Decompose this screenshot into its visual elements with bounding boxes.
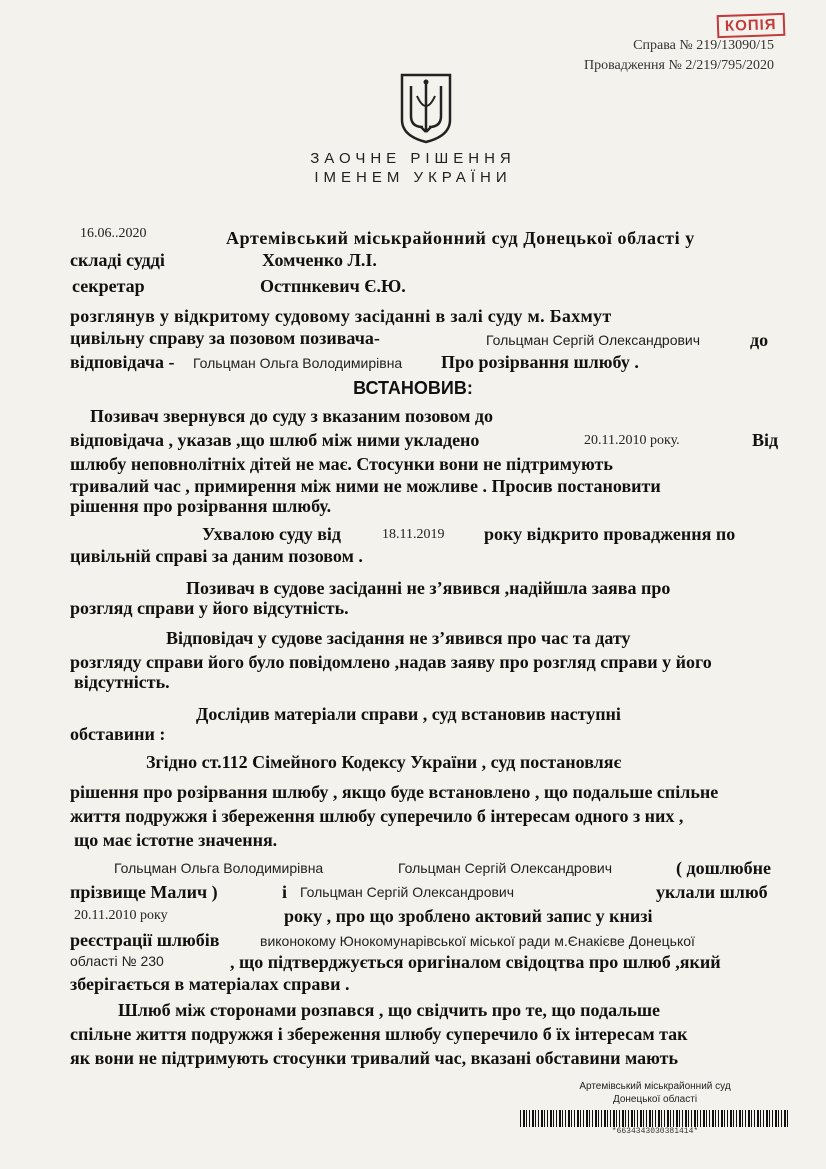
p1-line1: Позивач звернувся до суду з вказаним позовом до [90, 406, 494, 426]
coat-of-arms-icon [399, 72, 453, 149]
p5-line1: Дослідив матеріали справи , суд встановив наступні [196, 704, 621, 724]
p7-line5: , що підтверджується оригіналом свідоцтва про шлюб ,який [230, 952, 721, 972]
registry-number: області № 230 [70, 953, 164, 969]
intro-line-4: цивільну справу за позовом позивача- [70, 328, 380, 348]
intro-to: до [750, 330, 769, 350]
plaintiff-name: Гольцман Сергій Олександрович [486, 332, 701, 348]
opening-date: 18.11.2019 [382, 527, 445, 542]
p2-line1: Ухвалою суду від [202, 524, 342, 544]
p7-line4: реєстрації шлюбів [70, 930, 220, 950]
p8-line3: як вони не підтримують стосунки тривалий час, вказані обставини мають [70, 1048, 678, 1068]
barcode-icon [520, 1110, 790, 1127]
plaintiff-name-3: Гольцман Сергій Олександрович [300, 884, 515, 900]
p3-line2: розгляд справи у його відсутність. [70, 598, 349, 618]
p7-line2-end: уклали шлюб [656, 882, 768, 902]
defendant-name: Гольцман Ольга Володимирівна [193, 355, 403, 371]
p1-line4: тривалий час , примирення між ними не можливе . Просив постановити [70, 476, 661, 496]
proceeding-number: Провадження № 2/219/795/2020 [583, 58, 774, 73]
p4-line3: відсутність. [74, 672, 170, 692]
p2-line2: цивільній справі за даним позовом . [70, 546, 363, 566]
defendant-name-2: Гольцман Ольга Володимирівна [114, 860, 324, 876]
copy-stamp: КОПІЯ [717, 13, 785, 38]
p6-line3: життя подружжя і збереження шлюбу суперечило б інтересам одного з них , [70, 806, 684, 826]
p7-line3: року , про що зроблено актовий запис у книзі [284, 906, 653, 926]
registry-office: виконокому Юнокомунарівської міської ради м.Єнакієве Донецької [260, 933, 695, 949]
p4-line2: розгляду справи його було повідомлено ,надав заяву про розгляд справи у його [70, 652, 712, 672]
decision-date: 16.06..2020 [80, 226, 147, 241]
secretary-label: секретар [72, 276, 145, 296]
stamp-court-name: Артемівський міськрайонний суд [579, 1081, 731, 1092]
p1-line2: відповідача , указав ,що шлюб між ними укладено [70, 430, 480, 450]
p6-line2: рішення про розірвання шлюбу , якщо буде встановлено , що подальше спільне [70, 782, 719, 802]
composition-label: складі судді [70, 250, 165, 270]
plaintiff-name-2: Гольцман Сергій Олександрович [398, 860, 613, 876]
p8-line1: Шлюб між сторонами розпався , що свідчить про те, що подальше [118, 1000, 661, 1020]
p7-line6: зберігається в матеріалах справи . [70, 974, 350, 994]
maiden-name: прізвище Малич ) [70, 882, 218, 902]
intro-line-3: розглянув у відкритому судовому засіданні в залі суду м. Бахмут [70, 306, 612, 326]
p8-line2: спільне життя подружжя і збереження шлюбу суперечило б їх інтересам так [70, 1024, 688, 1044]
established-heading: ВСТАНОВИВ: [353, 378, 473, 398]
p7-and: і [282, 882, 288, 902]
p6-line4: що має істотне значення. [74, 830, 278, 850]
stamp-region: Донецької області [612, 1094, 698, 1105]
p1-line5: рішення про розірвання шлюбу. [70, 496, 332, 516]
p5-line2: обставини : [70, 724, 166, 744]
p2-line1-end: року відкрито провадження по [484, 524, 736, 544]
subject: Про розірвання шлюбу . [441, 352, 639, 372]
document-subtitle: ІМЕНЕМ УКРАЇНИ [314, 169, 512, 186]
defendant-label: відповідача - [70, 352, 175, 372]
secretary-name: Остпнкевич Є.Ю. [260, 276, 406, 296]
marriage-date-2: 20.11.2010 року [74, 908, 168, 923]
document-title: ЗАОЧНЕ РІШЕННЯ [310, 150, 516, 167]
p1-line3: шлюбу неповнолітніх дітей не має. Стосунки вони не підтримують [70, 454, 613, 474]
p6-line1: Згідно ст.112 Сімейного Кодексу України , суд постановляє [146, 752, 622, 772]
p1-line2-end: Від [752, 430, 779, 450]
p3-line1: Позивач в судове засіданні не з’явився ,надійшла заява про [186, 578, 671, 598]
marriage-date: 20.11.2010 року. [584, 433, 680, 448]
court-barcode-stamp [520, 1080, 790, 1136]
p7-line1-end: ( дошлюбне [676, 858, 772, 878]
court-name: Артемівський міськрайонний суд Донецької області у [226, 228, 695, 248]
barcode-number: *6634343030381414* [611, 1127, 699, 1136]
judge-name: Хомченко Л.І. [262, 250, 377, 270]
p4-line1: Відповідач у судове засідання не з’явився про час та дату [166, 628, 631, 648]
case-number: Справа № 219/13090/15 [633, 38, 774, 53]
